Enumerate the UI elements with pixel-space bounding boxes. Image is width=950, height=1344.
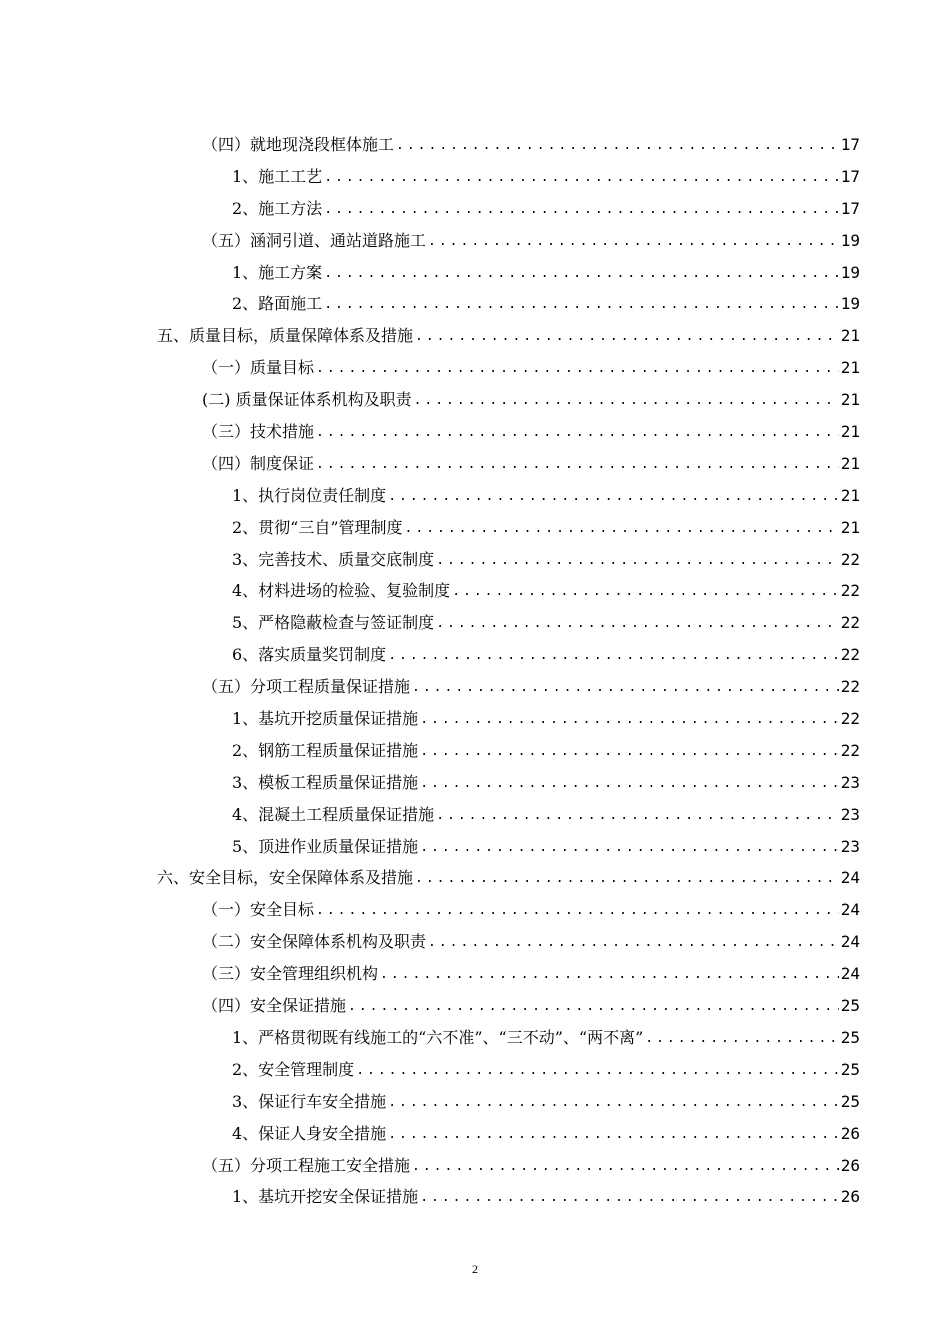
toc-entry-label: 2、施工方法 xyxy=(232,198,323,218)
toc-entry-label: 5、严格隐蔽检查与签证制度 xyxy=(232,613,435,633)
toc-dot-leader xyxy=(428,234,839,249)
toc-dot-leader xyxy=(388,1095,839,1110)
toc-entry-page-number: 26 xyxy=(840,1123,860,1143)
toc-entry-label: （五）涵洞引道、通站道路施工 xyxy=(202,230,427,250)
toc-entry-page-number: 24 xyxy=(840,964,860,984)
toc-entry-page-number: 24 xyxy=(840,932,860,952)
toc-dot-leader xyxy=(412,1159,839,1174)
toc-entry-label: 4、混凝土工程质量保证措施 xyxy=(232,804,435,824)
toc-entry[interactable] xyxy=(157,674,860,706)
toc-entry-page-number: 22 xyxy=(840,613,860,633)
toc-entry[interactable] xyxy=(157,610,860,642)
toc-dot-leader xyxy=(380,967,839,982)
toc-entry[interactable] xyxy=(157,738,860,770)
toc-entry-label: 3、完善技术、质量交底制度 xyxy=(232,549,435,569)
toc-entry-page-number: 25 xyxy=(840,1059,860,1079)
toc-entry-label: 2、贯彻“三自”管理制度 xyxy=(232,517,403,537)
toc-entry-label: 1、严格贯彻既有线施工的“六不准”、“三不动”、“两不离” xyxy=(232,1027,644,1047)
toc-entry-label: 5、顶进作业质量保证措施 xyxy=(232,836,419,856)
toc-entry[interactable] xyxy=(157,483,860,515)
toc-entry[interactable] xyxy=(157,355,860,387)
toc-entry-label: （五）分项工程施工安全措施 xyxy=(202,1155,411,1175)
toc-entry-label: 2、路面施工 xyxy=(232,294,323,314)
toc-entry-label: 4、材料进场的检验、复验制度 xyxy=(232,581,451,601)
toc-entry[interactable] xyxy=(157,1184,860,1216)
toc-dot-leader xyxy=(316,457,839,472)
toc-entry[interactable] xyxy=(157,132,860,164)
toc-entry[interactable] xyxy=(157,578,860,610)
toc-entry-label: （一）质量目标 xyxy=(202,358,315,378)
toc-dot-leader xyxy=(388,489,839,504)
toc-entry-label: 1、基坑开挖安全保证措施 xyxy=(232,1187,419,1207)
toc-entry-label: 4、保证人身安全措施 xyxy=(232,1123,387,1143)
toc-dot-leader xyxy=(316,425,839,440)
toc-entry-label: 五、质量目标，质量保障体系及措施 xyxy=(157,326,414,346)
toc-dot-leader xyxy=(412,680,839,695)
toc-dot-leader xyxy=(420,840,839,855)
toc-dot-leader xyxy=(415,871,839,886)
toc-entry-page-number: 23 xyxy=(840,772,860,792)
toc-entry[interactable] xyxy=(157,802,860,834)
toc-entry-page-number: 19 xyxy=(840,294,860,314)
page-number: 2 xyxy=(472,1262,478,1276)
toc-dot-leader xyxy=(356,1063,839,1078)
toc-entry-page-number: 19 xyxy=(840,262,860,282)
toc-entry[interactable] xyxy=(157,993,860,1025)
toc-dot-leader xyxy=(348,999,839,1014)
toc-dot-leader xyxy=(388,648,839,663)
toc-entry-page-number: 24 xyxy=(840,900,860,920)
toc-dot-leader xyxy=(420,744,839,759)
toc-entry[interactable] xyxy=(157,1089,860,1121)
toc-entry-page-number: 25 xyxy=(840,996,860,1016)
toc-entry-label: 1、基坑开挖质量保证措施 xyxy=(232,709,419,729)
toc-dot-leader xyxy=(436,553,839,568)
toc-entry-page-number: 17 xyxy=(840,166,860,186)
toc-entry-label: 6、落实质量奖罚制度 xyxy=(232,645,387,665)
toc-entry[interactable] xyxy=(157,164,860,196)
toc-entry-label: 1、执行岗位责任制度 xyxy=(232,485,387,505)
toc-entry-page-number: 22 xyxy=(840,709,860,729)
toc-entry-page-number: 25 xyxy=(840,1091,860,1111)
toc-entry[interactable] xyxy=(157,1057,860,1089)
toc-dot-leader xyxy=(324,266,839,281)
toc-entry[interactable] xyxy=(157,929,860,961)
toc-entry[interactable] xyxy=(157,642,860,674)
toc-dot-leader xyxy=(324,297,839,312)
toc-entry-page-number: 22 xyxy=(840,581,860,601)
toc-entry-label: （三）技术措施 xyxy=(202,422,315,442)
toc-entry-page-number: 22 xyxy=(840,549,860,569)
toc-dot-leader xyxy=(388,1127,839,1142)
toc-dot-leader xyxy=(452,584,839,599)
toc-entry-label: 3、保证行车安全措施 xyxy=(232,1091,387,1111)
toc-entry-page-number: 26 xyxy=(840,1187,860,1207)
toc-entry-page-number: 22 xyxy=(840,645,860,665)
toc-entry[interactable] xyxy=(157,451,860,483)
toc-entry[interactable] xyxy=(157,834,860,866)
toc-entry-label: （四）就地现浇段框体施工 xyxy=(202,135,395,154)
table-of-contents xyxy=(157,132,860,1216)
toc-entry-label: （二）安全保障体系机构及职责 xyxy=(202,932,427,952)
toc-entry-label: 1、施工方案 xyxy=(232,262,323,282)
toc-entry-page-number: 21 xyxy=(840,485,860,505)
toc-entry-page-number: 26 xyxy=(840,1155,860,1175)
toc-entry[interactable] xyxy=(157,1121,860,1153)
toc-entry[interactable] xyxy=(157,770,860,802)
toc-dot-leader xyxy=(428,935,839,950)
toc-entry-label: 2、安全管理制度 xyxy=(232,1059,355,1079)
toc-entry-page-number: 21 xyxy=(840,517,860,537)
toc-entry-page-number: 22 xyxy=(840,740,860,760)
toc-entry-page-number: 21 xyxy=(840,390,860,410)
toc-dot-leader xyxy=(645,1031,838,1046)
toc-dot-leader xyxy=(436,616,839,631)
toc-dot-leader xyxy=(316,361,839,376)
toc-dot-leader xyxy=(405,521,839,536)
toc-entry-label: （五）分项工程质量保证措施 xyxy=(202,677,411,697)
toc-entry-page-number: 22 xyxy=(840,677,860,697)
toc-entry-page-number: 21 xyxy=(840,326,860,346)
toc-entry-page-number: 23 xyxy=(840,804,860,824)
toc-entry[interactable] xyxy=(157,1025,860,1057)
toc-entry-label: (二) 质量保证体系机构及职责 xyxy=(202,390,412,410)
toc-dot-leader xyxy=(420,712,839,727)
toc-entry[interactable] xyxy=(157,228,860,260)
toc-entry-page-number: 17 xyxy=(840,198,860,218)
toc-dot-leader xyxy=(420,776,839,791)
toc-entry[interactable] xyxy=(157,260,860,292)
toc-entry-label: 1、施工工艺 xyxy=(232,166,323,186)
toc-entry-page-number: 21 xyxy=(840,453,860,473)
toc-entry[interactable] xyxy=(157,706,860,738)
toc-entry-page-number: 23 xyxy=(840,836,860,856)
toc-entry[interactable] xyxy=(157,547,860,579)
toc-entry-page-number: 24 xyxy=(840,868,860,888)
toc-entry[interactable] xyxy=(157,897,860,929)
toc-entry[interactable] xyxy=(157,387,860,419)
toc-entry[interactable] xyxy=(157,291,860,323)
toc-entry-label: （一）安全目标 xyxy=(202,900,315,920)
toc-entry[interactable] xyxy=(157,865,860,897)
toc-dot-leader xyxy=(316,903,839,918)
toc-entry-label: 六、安全目标，安全保障体系及措施 xyxy=(157,868,414,888)
toc-entry-label: （三）安全管理组织机构 xyxy=(202,964,379,984)
toc-entry-label: 2、钢筋工程质量保证措施 xyxy=(232,740,419,760)
toc-entry[interactable] xyxy=(157,961,860,993)
toc-dot-leader xyxy=(415,329,839,344)
toc-entry[interactable] xyxy=(157,323,860,355)
toc-entry[interactable] xyxy=(157,515,860,547)
toc-entry-page-number: 19 xyxy=(840,230,860,250)
toc-entry-page-number: 25 xyxy=(840,1027,860,1047)
toc-dot-leader xyxy=(420,1190,839,1205)
toc-dot-leader xyxy=(396,138,839,153)
toc-dot-leader xyxy=(324,170,839,185)
toc-entry-page-number: 17 xyxy=(840,135,860,154)
toc-dot-leader xyxy=(436,808,839,823)
toc-entry[interactable] xyxy=(157,1153,860,1185)
toc-entry-label: （四）安全保证措施 xyxy=(202,996,347,1016)
toc-entry-page-number: 21 xyxy=(840,422,860,442)
toc-dot-leader xyxy=(414,393,839,408)
toc-entry-page-number: 21 xyxy=(840,358,860,378)
toc-dot-leader xyxy=(324,202,839,217)
toc-entry-label: 3、模板工程质量保证措施 xyxy=(232,772,419,792)
toc-entry-label: （四）制度保证 xyxy=(202,453,315,473)
toc-entry[interactable] xyxy=(157,419,860,451)
toc-entry[interactable] xyxy=(157,196,860,228)
